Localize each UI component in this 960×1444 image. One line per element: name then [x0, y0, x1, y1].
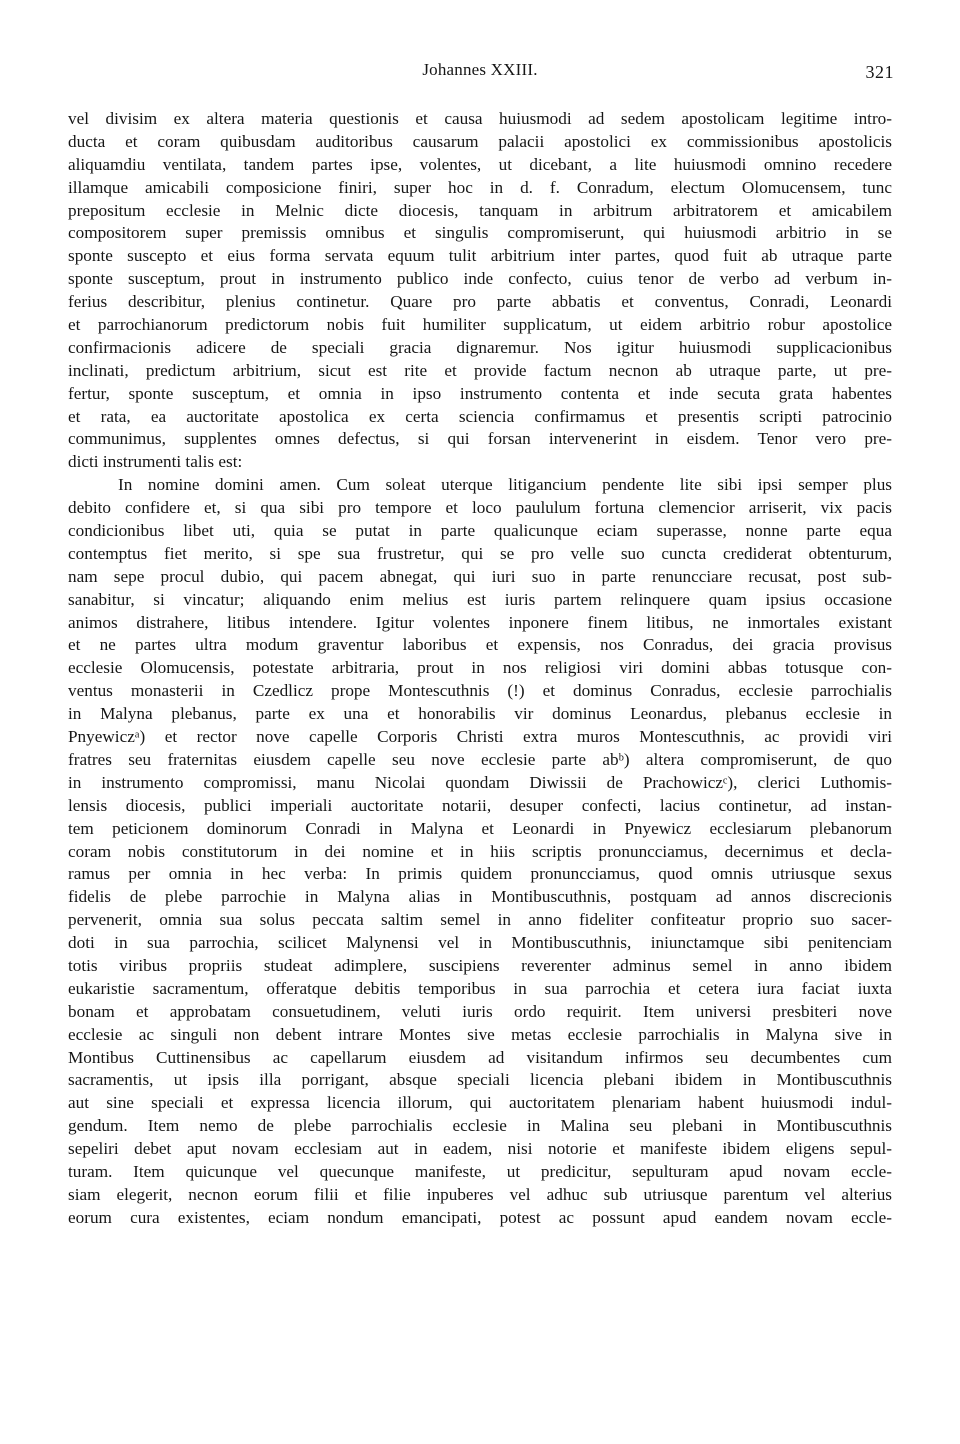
text-line: doti in sua parrochia, scilicet Malynensi vel in Montibuscuthnis, iniunctamque sibi penitenciam — [68, 933, 892, 953]
text-line: ecclesie ac singuli non debent intrare Montes sive metas ecclesie parrochialis in Malyna sive in — [68, 1024, 892, 1044]
page-number: 321 — [865, 62, 894, 82]
text-line: ferius describitur, plenius continetur. Quare pro parte abbatis et conventus, Conradi, Leonardi — [68, 292, 892, 312]
text-line: confirmacionis adicere de speciali gracia dignaremur. Nos igitur huiusmodi supplicacionibus — [68, 337, 892, 357]
text-line: nam sepe procul dubio, qui pacem abnegat, qui iuri suo in parte renuncciare recusat, post sub- — [68, 566, 892, 586]
text-line: debito confidere et, si qua sibi pro tempore et loco paululum fortuna clemencior arriserit, vix pacis — [68, 498, 892, 518]
running-title: Johannes XXIII. — [422, 60, 538, 79]
text-line: coram nobis constitutorum in dei nomine et in hiis scriptis pronuncciamus, decernimus et decla- — [68, 841, 892, 861]
text-line: sepeliri debet aput novam ecclesiam aut in eadem, nisi notorie et manifeste ibidem eligens sepul- — [68, 1139, 892, 1159]
text-line: Montibus Cuttinensibus ac capellarum eiusdem ad visitandum infirmos seu decumbentes cum — [68, 1047, 892, 1067]
text-line: inclinati, predictum arbitrium, sicut est rite et provide factum necnon ab utraque parte, ut pre- — [68, 360, 892, 380]
text-line: in instrumento compromissi, manu Nicolai quondam Diwissii de Prachowiczᶜ), clerici Luthomis- — [68, 772, 892, 792]
text-line: compositorem super premissis omnibus et singulis compromiserunt, qui huiusmodi arbitrio in se — [68, 223, 892, 243]
text-line: eukaristie sacramentum, offeratque debitis temporibus in sua parrochia et cetera iura faciat iuxta — [68, 978, 892, 998]
text-line: pervenerit, omnia sua solus peccata saltim semel in anno fideliter confiteatur proprio suo sacer- — [68, 910, 892, 930]
text-line: fidelis de plebe parrochie in Malyna alias in Montibuscuthnis, postquam ad annos discrecionis — [68, 887, 892, 907]
text-line: turam. Item quicunque vel quecunque manifeste, ut predicitur, sepulturam apud novam eccle- — [68, 1161, 892, 1181]
text-line: et rata, ea auctoritate apostolica ex certa sciencia confirmamus et presentis scripti patrocinio — [68, 406, 892, 426]
text-line: animos distrahere, litibus intendere. Igitur volentes inponere finem litibus, ne inmortales existant — [68, 612, 892, 632]
text-line: aliquamdiu ventilata, tandem partes ipse, volentes, ut dicebant, a lite huiusmodi omnino recedere — [68, 154, 892, 174]
text-line: illamque amicabili composicione finiri, super hoc in d. f. Conradum, electum Olomucensem, tunc — [68, 177, 892, 197]
text-line: bonam et approbatam consuetudinem, veluti iuris ordo requirit. Item universi presbiteri nove — [68, 1001, 892, 1021]
running-head — [68, 58, 892, 88]
text-line: ramus per omnia in hec verba: In primis quidem pronuncciamus, quod omnis utriusque sexus — [68, 864, 892, 884]
text-line: tem peticionem dominorum Conradi in Malyna et Leonardi in Pnyewicz ecclesiarum plebanorum — [68, 818, 892, 838]
text-line: sanabitur, si vincatur; aliquando enim melius est iuris partem relinquere quam ipsius occasione — [68, 589, 892, 609]
text-line: contemptus fiet merito, si spe sua frustretur, qui se pro velle suo cuncta crediderat obtenturum, — [68, 543, 892, 563]
text-line: In nomine domini amen. Cum soleat uterque litigancium pendente lite sibi ipsi semper plus — [118, 475, 892, 495]
text-line: ducta et coram quibusdam auditoribus causarum palacii apostolici ex commissionibus apostolicis — [68, 131, 892, 151]
text-line: fertur, sponte susceptum, et omnia in ipso instrumento contenta et inde secuta grata habentes — [68, 383, 892, 403]
text-line: condicionibus libet uti, quia se putat in parte qualicunque eciam superasse, nonne parte equa — [68, 521, 892, 541]
text-line: dicti instrumenti talis est: — [68, 452, 243, 472]
text-line: in Malyna plebanus, parte ex una et honorabilis vir dominus Leonardus, plebanus ecclesie in — [68, 704, 892, 724]
text-line: Pnyewiczᵃ) et rector nove capelle Corporis Christi extra muros Montescuthnis, ac providi viri — [68, 727, 892, 747]
body-text — [68, 108, 892, 1230]
text-line: vel divisim ex altera materia questionis et causa huiusmodi ad sedem apostolicam legitime intro- — [68, 109, 892, 128]
text-line: communimus, supplentes omnes defectus, si qui forsan intervenerint in eisdem. Tenor vero pre- — [68, 429, 892, 449]
text-line: gendum. Item nemo de plebe parrochialis ecclesie in Malina seu plebani in Montibuscuthnis — [68, 1116, 892, 1136]
text-line: sacramentis, ut ipsis illa porrigant, absque speciali licencia plebani ibidem in Montibuscuthnis — [68, 1070, 892, 1090]
text-line: fratres seu fraternitas eiusdem capelle seu nove ecclesie parte abᵇ) altera compromiserunt, de quo — [68, 749, 892, 769]
text-line: prepositum ecclesie in Melnic dicte diocesis, tanquam in arbitrum arbitratorem et amicabilem — [68, 200, 892, 220]
text-line: ventus monasterii in Czedlicz prope Montescuthnis (!) et dominus Conradus, ecclesie parrochialis — [68, 681, 892, 701]
text-line: ecclesie Olomucensis, potestate arbitraria, prout in nos religiosi viri domini abbas totusque con- — [68, 658, 892, 678]
text-line: totis viribus propriis studeat adimplere, suscipiens reverenter adminus semel in anno ibidem — [68, 955, 892, 975]
text-line: siam elegerit, necnon eorum filii et filie inpuberes vel adhuc sub utriusque parentum vel alterius — [68, 1184, 892, 1204]
text-line: aut sine speciali et expressa licencia illorum, qui auctoritatem plenariam habent huiusmodi indul- — [68, 1093, 892, 1113]
text-line: eorum cura existentes, eciam nondum emancipati, potest ac possunt apud eandem novam eccle- — [68, 1207, 892, 1227]
text-line: et ne partes ultra modum graventur laboribus et expensis, nos Conradus, dei gracia provisus — [68, 635, 892, 655]
text-line: et parrochianorum predictorum nobis fuit humiliter supplicatum, ut eidem arbitrio robur apostolice — [68, 315, 892, 335]
text-line: sponte susceptum, prout in instrumento publico inde confecto, cuius tenor de verbo ad verbum in- — [68, 269, 892, 289]
text-line: lensis diocesis, publici imperiali auctoritate notarii, desuper confecti, lacius continetur, ad instan- — [68, 795, 892, 815]
text-line: sponte suscepto et eius forma servata equum tulit arbitrium inter partes, quod fuit ab utraque parte — [68, 246, 892, 266]
